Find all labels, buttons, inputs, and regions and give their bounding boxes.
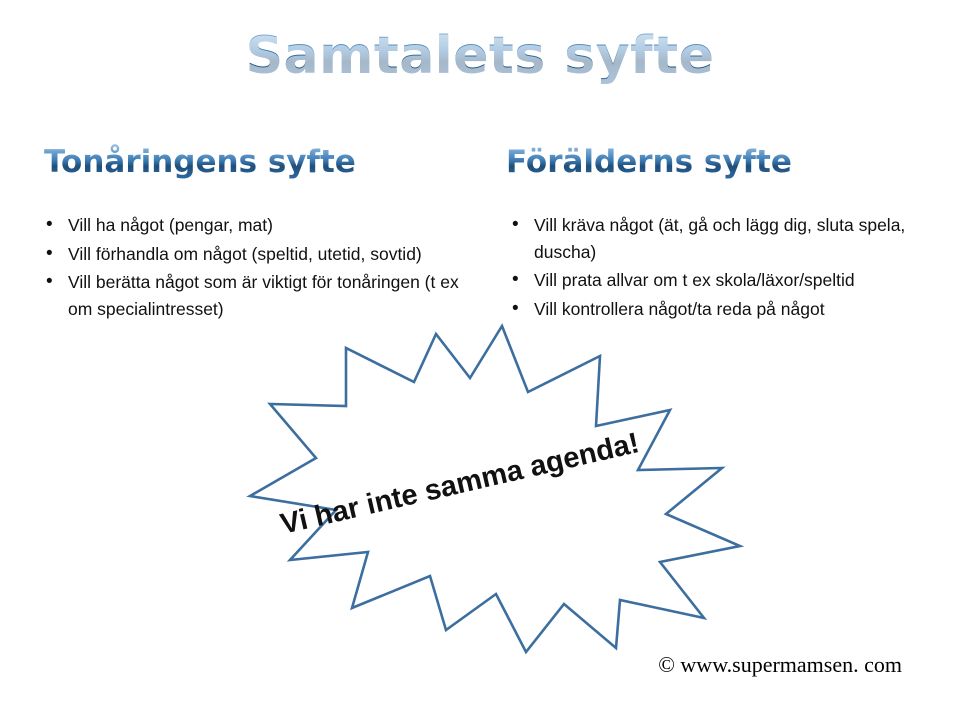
starburst-callout <box>130 318 850 658</box>
page-title: Samtalets syfte <box>0 26 960 86</box>
list-item: • Vill förhandla om något (speltid, utetid, sovtid) <box>40 241 470 268</box>
list-item: • Vill ha något (pengar, mat) <box>40 212 470 239</box>
section-heading-parent: Förälderns syfte <box>506 144 792 180</box>
bullet-list-parent <box>506 212 946 324</box>
footer-credit: © www.supermamsen. com <box>658 652 902 677</box>
list-item: • Vill kontrollera något/ta reda på något <box>506 296 946 323</box>
list-item: • Vill berätta något som är viktigt för tonåringen (t ex om specialintresset) <box>40 269 470 322</box>
section-heading-teen: Tonåringens syfte <box>44 144 356 180</box>
callout-text: Vi har inte samma agenda! <box>277 427 643 541</box>
list-item: • Vill kräva något (ät, gå och lägg dig, sluta spela, duscha) <box>506 212 946 265</box>
bullet-list-teen <box>40 212 470 324</box>
list-item: • Vill prata allvar om t ex skola/läxor/speltid <box>506 267 946 294</box>
